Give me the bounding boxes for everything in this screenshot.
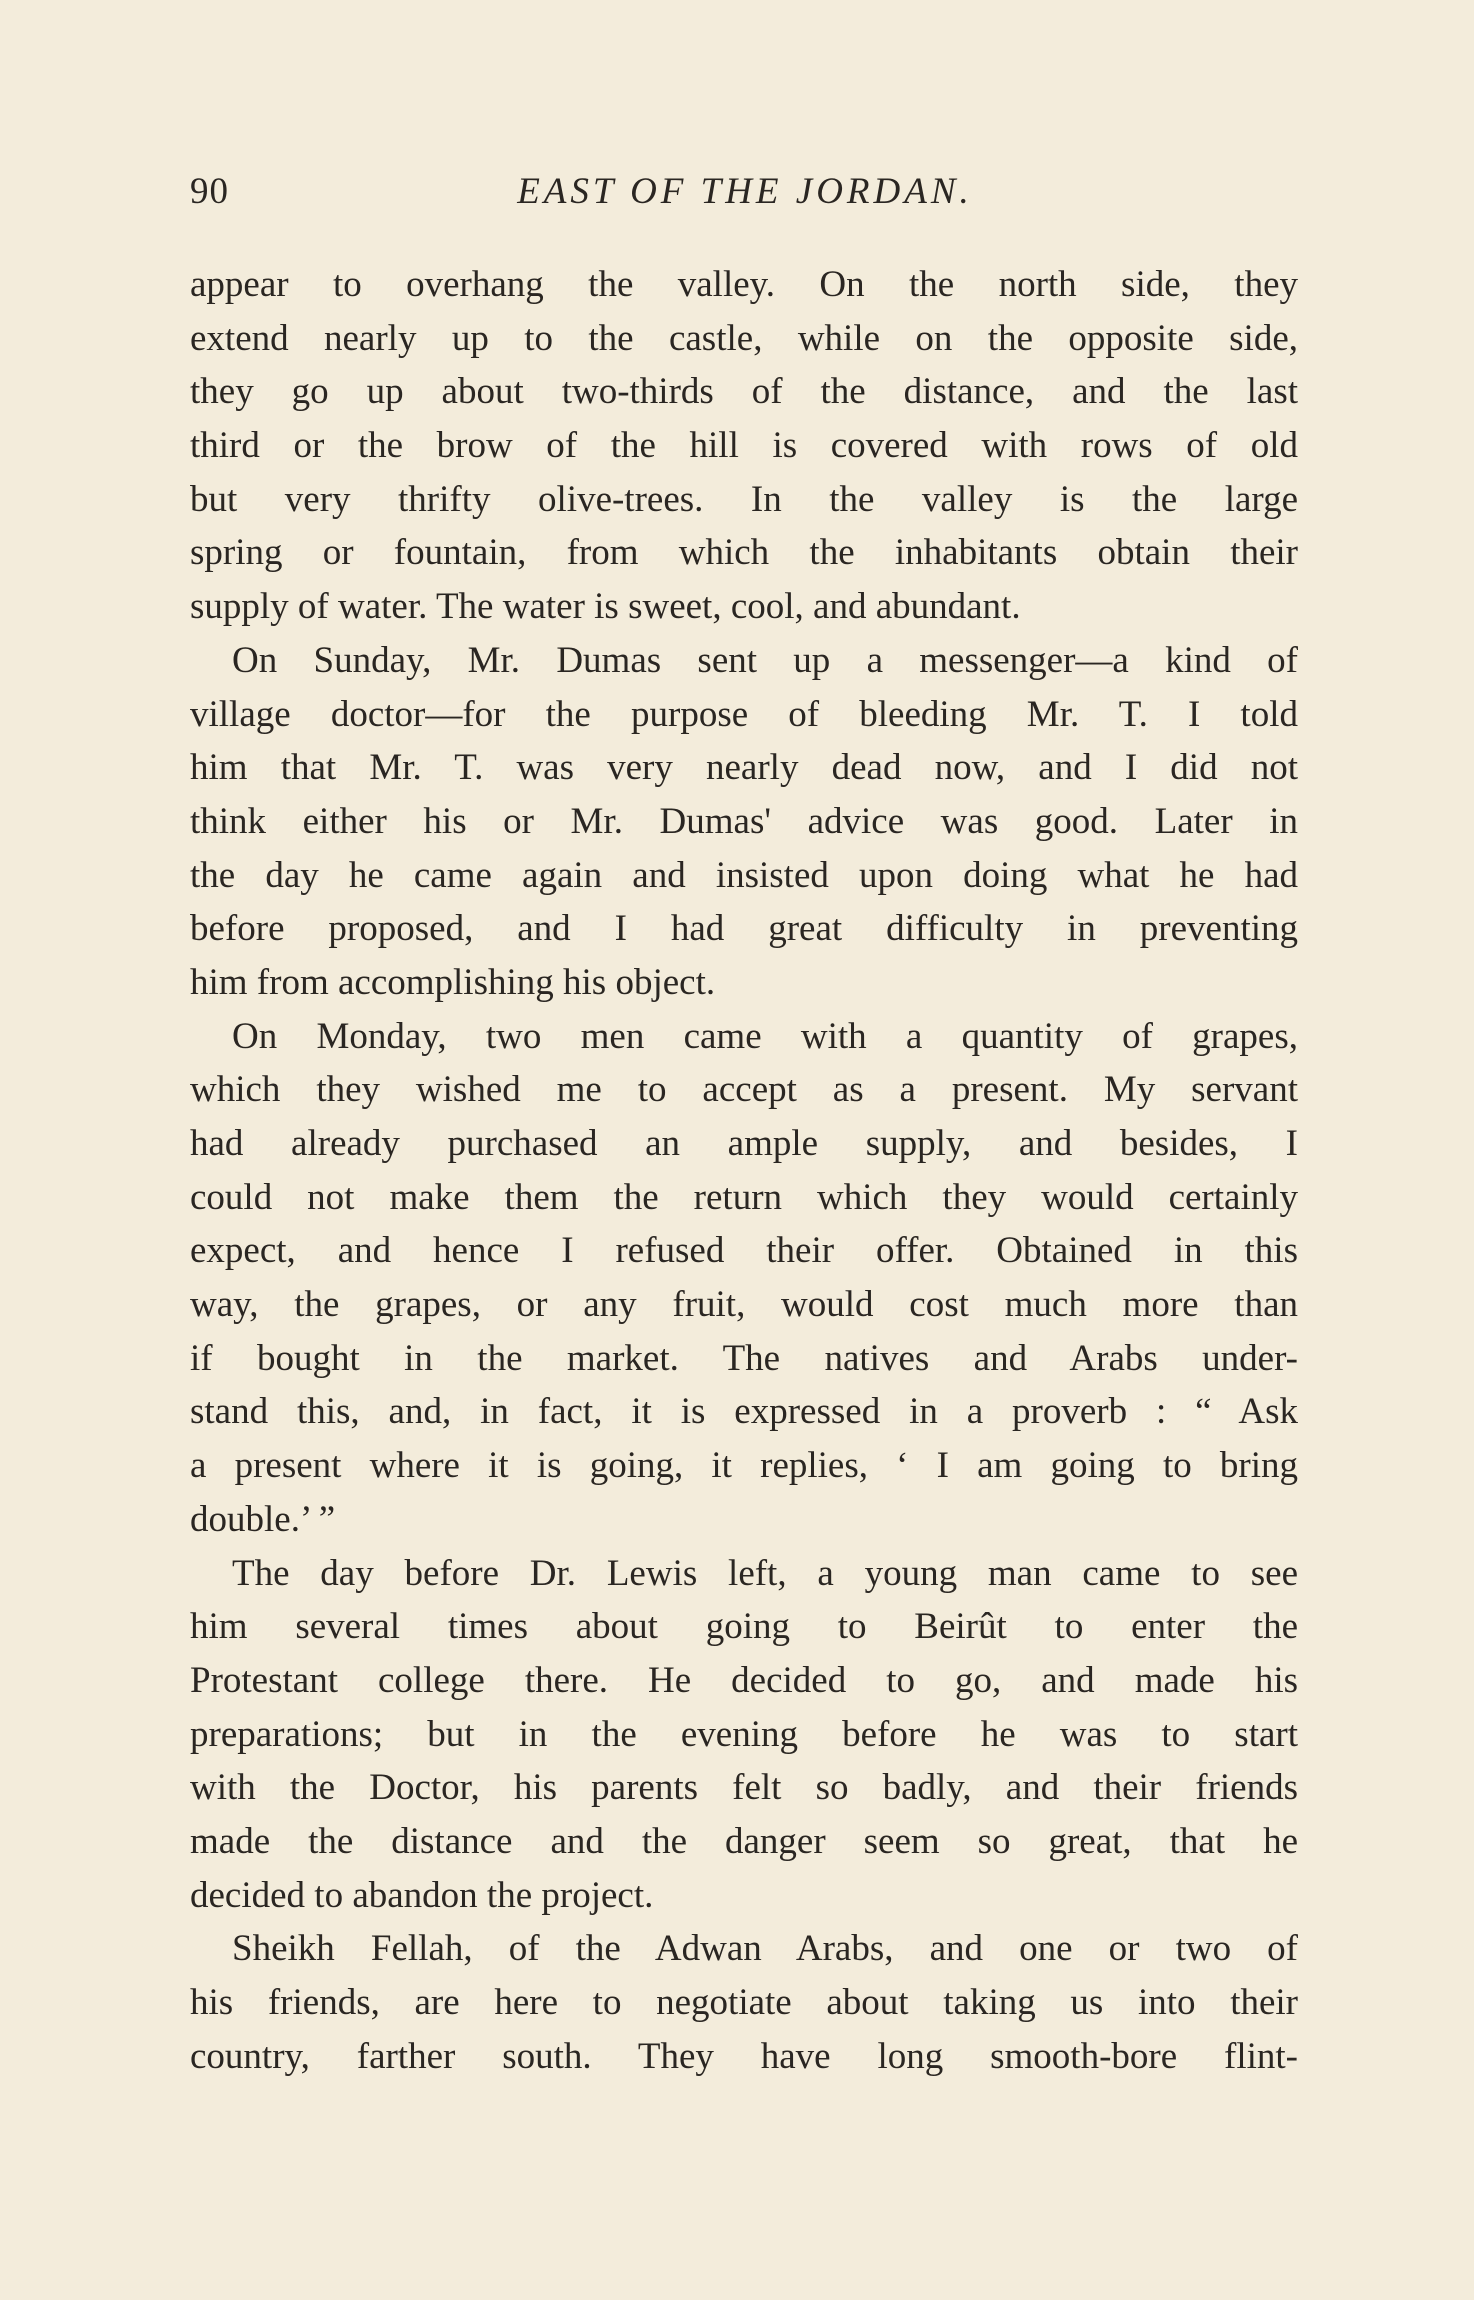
text-line: The day before Dr. Lewis left, a young man came to see [232, 1552, 1298, 1594]
text-line: appear to overhang the valley. On the north side, they [190, 264, 1298, 305]
text-line: On Sunday, Mr. Dumas sent up a messenger—a kind of [232, 639, 1298, 681]
text-line: village doctor—for the purpose of bleeding Mr. T. I told [190, 693, 1298, 735]
text-line: Protestant college there. He decided to go, and made his [190, 1659, 1298, 1701]
running-title: EAST OF THE JORDAN. [517, 171, 973, 212]
text-line: before proposed, and I had great difficulty in preventing [190, 908, 1298, 950]
text-line: extend nearly up to the castle, while on the opposite side, [190, 317, 1298, 359]
text-line: him from accomplishing his object. [190, 961, 716, 1003]
text-line: which they wished me to accept as a present. My servant [190, 1069, 1298, 1111]
text-line: had already purchased an ample supply, and besides, I [190, 1123, 1298, 1164]
page-number: 90 [190, 171, 229, 212]
text-line: if bought in the market. The natives and Arabs under- [190, 1337, 1298, 1379]
running-head [190, 170, 1300, 230]
text-line: country, farther south. They have long smooth-bore flint- [190, 2035, 1298, 2077]
text-line: preparations; but in the evening before he was to start [190, 1713, 1298, 1755]
text-line: but very thrifty olive-trees. In the valley is the large [190, 478, 1298, 520]
text-line: decided to abandon the project. [190, 1874, 654, 1916]
text-line: they go up about two-thirds of the distance, and the last [190, 371, 1298, 413]
text-line: him that Mr. T. was very nearly dead now, and I did not [190, 747, 1298, 789]
text-line: him several times about going to Beirût to enter the [190, 1606, 1298, 1648]
text-line: his friends, are here to negotiate about taking us into their [190, 1982, 1298, 2023]
text-line: double.’ ” [190, 1498, 336, 1540]
body-text [190, 258, 1298, 2083]
text-line: made the distance and the danger seem so great, that he [190, 1820, 1298, 1862]
text-line: the day he came again and insisted upon doing what he had [190, 854, 1298, 896]
text-line: Sheikh Fellah, of the Adwan Arabs, and one or two of [232, 1928, 1298, 1970]
text-line: way, the grapes, or any fruit, would cost much more than [190, 1284, 1298, 1326]
text-line: stand this, and, in fact, it is expressed in a proverb : “ Ask [190, 1391, 1298, 1433]
text-line: supply of water. The water is sweet, cool, and abundant. [190, 586, 1021, 628]
text-line: could not make them the return which they would certainly [190, 1176, 1298, 1218]
text-line: third or the brow of the hill is covered with rows of old [190, 425, 1298, 467]
text-line: think either his or Mr. Dumas' advice was good. Later in [190, 800, 1298, 842]
text-line: a present where it is going, it replies, ‘ I am going to bring [190, 1445, 1298, 1487]
text-line: spring or fountain, from which the inhabitants obtain their [190, 532, 1298, 574]
text-line: expect, and hence I refused their offer. Obtained in this [190, 1230, 1298, 1272]
text-line: On Monday, two men came with a quantity of grapes, [232, 1015, 1298, 1057]
text-line: with the Doctor, his parents felt so badly, and their friends [190, 1767, 1298, 1809]
